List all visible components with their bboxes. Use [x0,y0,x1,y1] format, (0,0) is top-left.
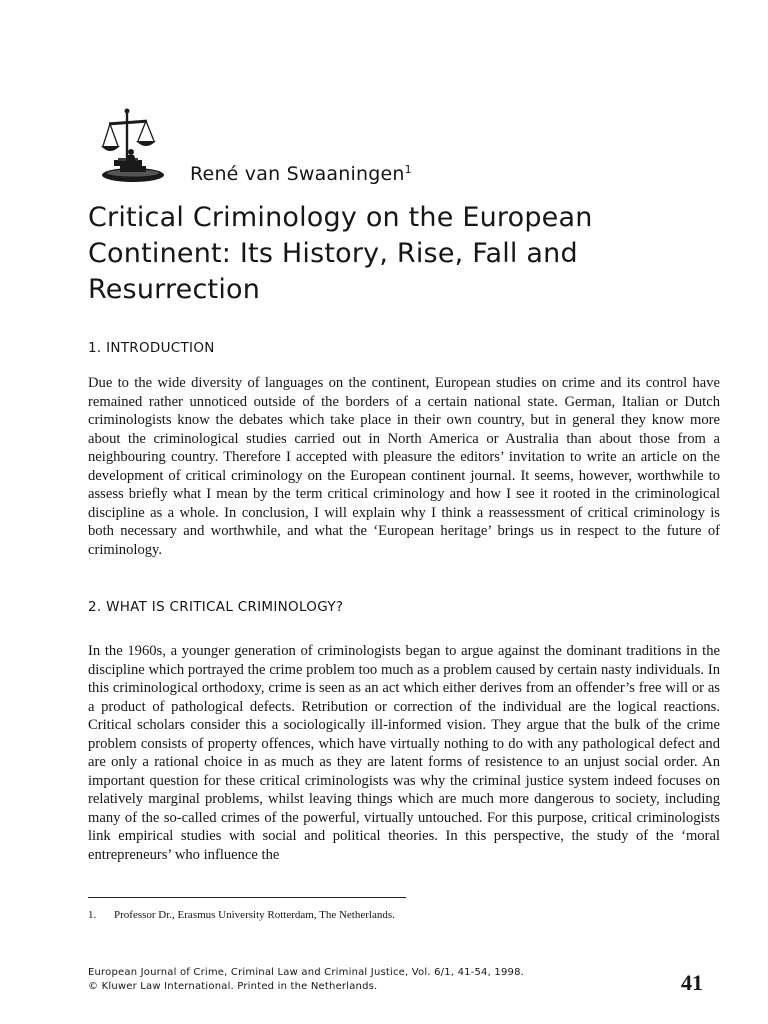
author-name: René van Swaaningen$^1$ [190,163,412,185]
journal-line: European Journal of Crime, Criminal Law and Criminal Justice, Vol. 6/1, 41-54, 1998. [88,967,525,978]
journal-citation [88,966,524,994]
section-heading-what-is-critical-criminology: 2. WHAT IS CRITICAL CRIMINOLOGY? [88,599,344,615]
footnote [88,909,395,921]
article-title: Critical Criminology on the European Continent: Its History, Rise, Fall and Resurrection [88,202,593,305]
section-text-what-is-critical-criminology: In the 1960s, a younger generation of criminologists began to argue against the dominant traditions in the discipline which portrayed the crime problem too much as a problem caused by certain nasty individuals. In this criminological orthodoxy, crime is seen as an act which either derives from an offender’s free will or as a product of pathological defects. Retribution or correction of the individual are the logical reactions. Critical scholars consider this a sociologically ill-informed vision. They argue that the bulk of the crime problem consists of property offences, which have virtually nothing to do with any pathological defect and are only a rational choice in as much as they are latent forms of resistence to an unjust social order. An important question for these critical criminologists was why the criminal justice system indeed focuses on relatively marginal problems, whilst leaving things which are much more dangerous to society, including many of the so-called crimes of the powerful, virtually untouched. For this purpose, critical criminologists link empirical studies with social and political theories. In this perspective, the study of the ‘moral entrepreneurs’ who influence the [88,643,720,863]
page-number: 41 [681,970,703,995]
footnote-text: Professor Dr., Erasmus University Rotterdam, The Netherlands. [114,909,395,921]
copyright-line: © Kluwer Law International. Printed in the Netherlands. [88,981,378,992]
section-text-introduction: Due to the wide diversity of languages on the continent, European studies on crime and its control have remained rather unnoticed outside of the borders of a certain national state. German, Italian or Dutch criminologists know the debates which take place in their own country, but in general they know more about the criminological studies carried out in North America or Australia than about those from a neighbouring country. Therefore I accepted with pleasure the editors’ invitation to write an article on the development of critical criminology on the European continent journal. It seems, however, worthwhile to assess briefly what I mean by the term critical criminology and how I see it rooted in the criminological discipline as a whole. In conclusion, I will explain why I think a reassessment of critical criminology is both necessary and worthwhile, and what the ‘European heritage’ brings us in respect to the future of criminology. [88,375,720,558]
scales-of-justice-icon [100,108,166,188]
author-footnote-marker: 1 [404,163,412,176]
section-heading-introduction: 1. INTRODUCTION [88,340,215,356]
footnote-divider [88,897,406,898]
footnote-number: 1. [88,909,97,921]
